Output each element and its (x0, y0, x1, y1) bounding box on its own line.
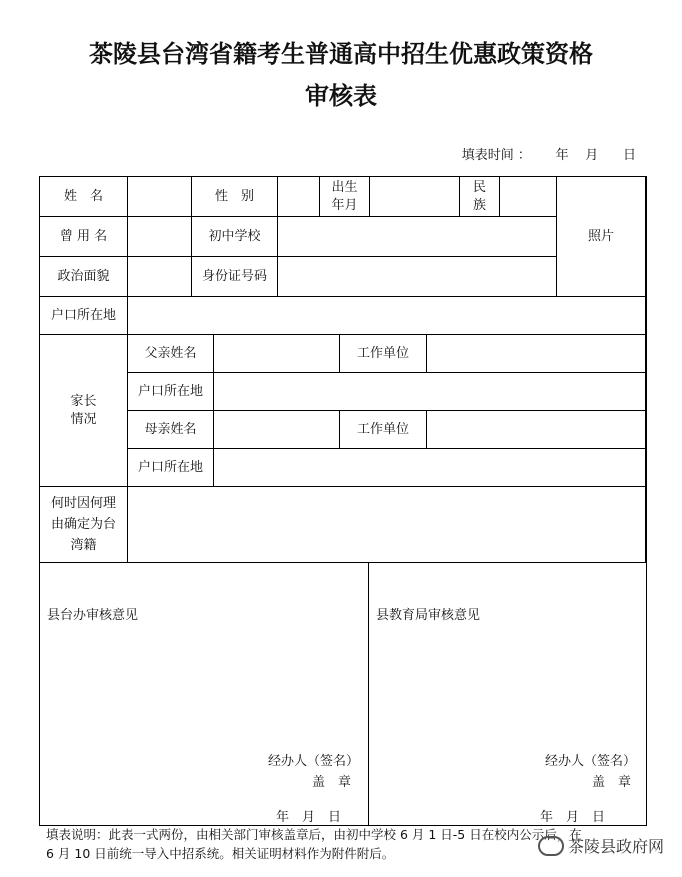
taiwan-reason-label: 何时因何理由确定为台湾籍 (40, 487, 128, 563)
edu-review-label: 县教育局审核意见 (376, 608, 481, 623)
fill-time-label: 填表时间 ： 年 月 日 (461, 148, 636, 163)
id-number-field[interactable] (278, 257, 557, 297)
mother-name-label: 母亲姓名 (128, 411, 214, 449)
father-household-label: 户口所在地 (128, 373, 214, 411)
office-review-label: 县台办审核意见 (47, 608, 139, 623)
gender-field[interactable] (278, 177, 320, 217)
handler-signature-1: 经办人（签名） (268, 754, 360, 769)
seal-label-1: 盖 章 (312, 775, 352, 790)
parents-label: 家长情况 (40, 335, 128, 487)
page-title-line1: 茶陵县台湾省籍考生普通高中招生优惠政策资格 (89, 39, 593, 68)
mother-work-unit-field[interactable] (427, 411, 646, 449)
former-name-field[interactable] (128, 217, 192, 257)
junior-school-label: 初中学校 (192, 217, 278, 257)
handler-signature-2: 经办人（签名） (545, 754, 637, 769)
political-status-label: 政治面貌 (40, 257, 128, 297)
father-name-label: 父亲姓名 (128, 335, 214, 373)
taiwan-reason-field[interactable] (128, 487, 646, 563)
gender-label: 性 别 (192, 177, 278, 217)
name-label: 姓 名 (40, 177, 128, 217)
political-status-field[interactable] (128, 257, 192, 297)
ethnic-field[interactable] (500, 177, 557, 217)
former-name-label: 曾 用 名 (40, 217, 128, 257)
date-label-2: 年 月 日 (540, 810, 606, 825)
household-field[interactable] (128, 297, 646, 335)
name-field[interactable] (128, 177, 192, 217)
birth-field[interactable] (370, 177, 460, 217)
page-title-line2: 审核表 (305, 81, 377, 110)
seal-label-2: 盖 章 (592, 775, 632, 790)
mother-household-label: 户口所在地 (128, 449, 214, 487)
household-label: 户口所在地 (40, 297, 128, 335)
fill-instructions-line1: 填表说明：此表一式两份，由相关部门审核盖章后，由初中学校 6 月 1 日-5 日在校内公示后，在 (46, 827, 582, 842)
father-household-field[interactable] (214, 373, 646, 411)
fill-instructions-line2: 6 月 10 日前统一导入中招系统。相关证明材料作为附件附后。 (46, 846, 395, 861)
id-number-label: 身份证号码 (192, 257, 278, 297)
watermark (538, 834, 664, 857)
ethnic-label: 民族 (460, 177, 500, 217)
mother-work-unit-label: 工作单位 (340, 411, 427, 449)
father-work-unit-field[interactable] (427, 335, 646, 373)
father-work-unit-label: 工作单位 (340, 335, 427, 373)
junior-school-field[interactable] (278, 217, 557, 257)
photo-box[interactable]: 照片 (557, 177, 646, 297)
wechat-icon (538, 836, 564, 856)
father-name-field[interactable] (214, 335, 340, 373)
mother-household-field[interactable] (214, 449, 646, 487)
mother-name-field[interactable] (214, 411, 340, 449)
date-label-1: 年 月 日 (276, 810, 342, 825)
watermark-text: 茶陵县政府网 (567, 837, 664, 856)
birth-label: 出生年月 (320, 177, 370, 217)
